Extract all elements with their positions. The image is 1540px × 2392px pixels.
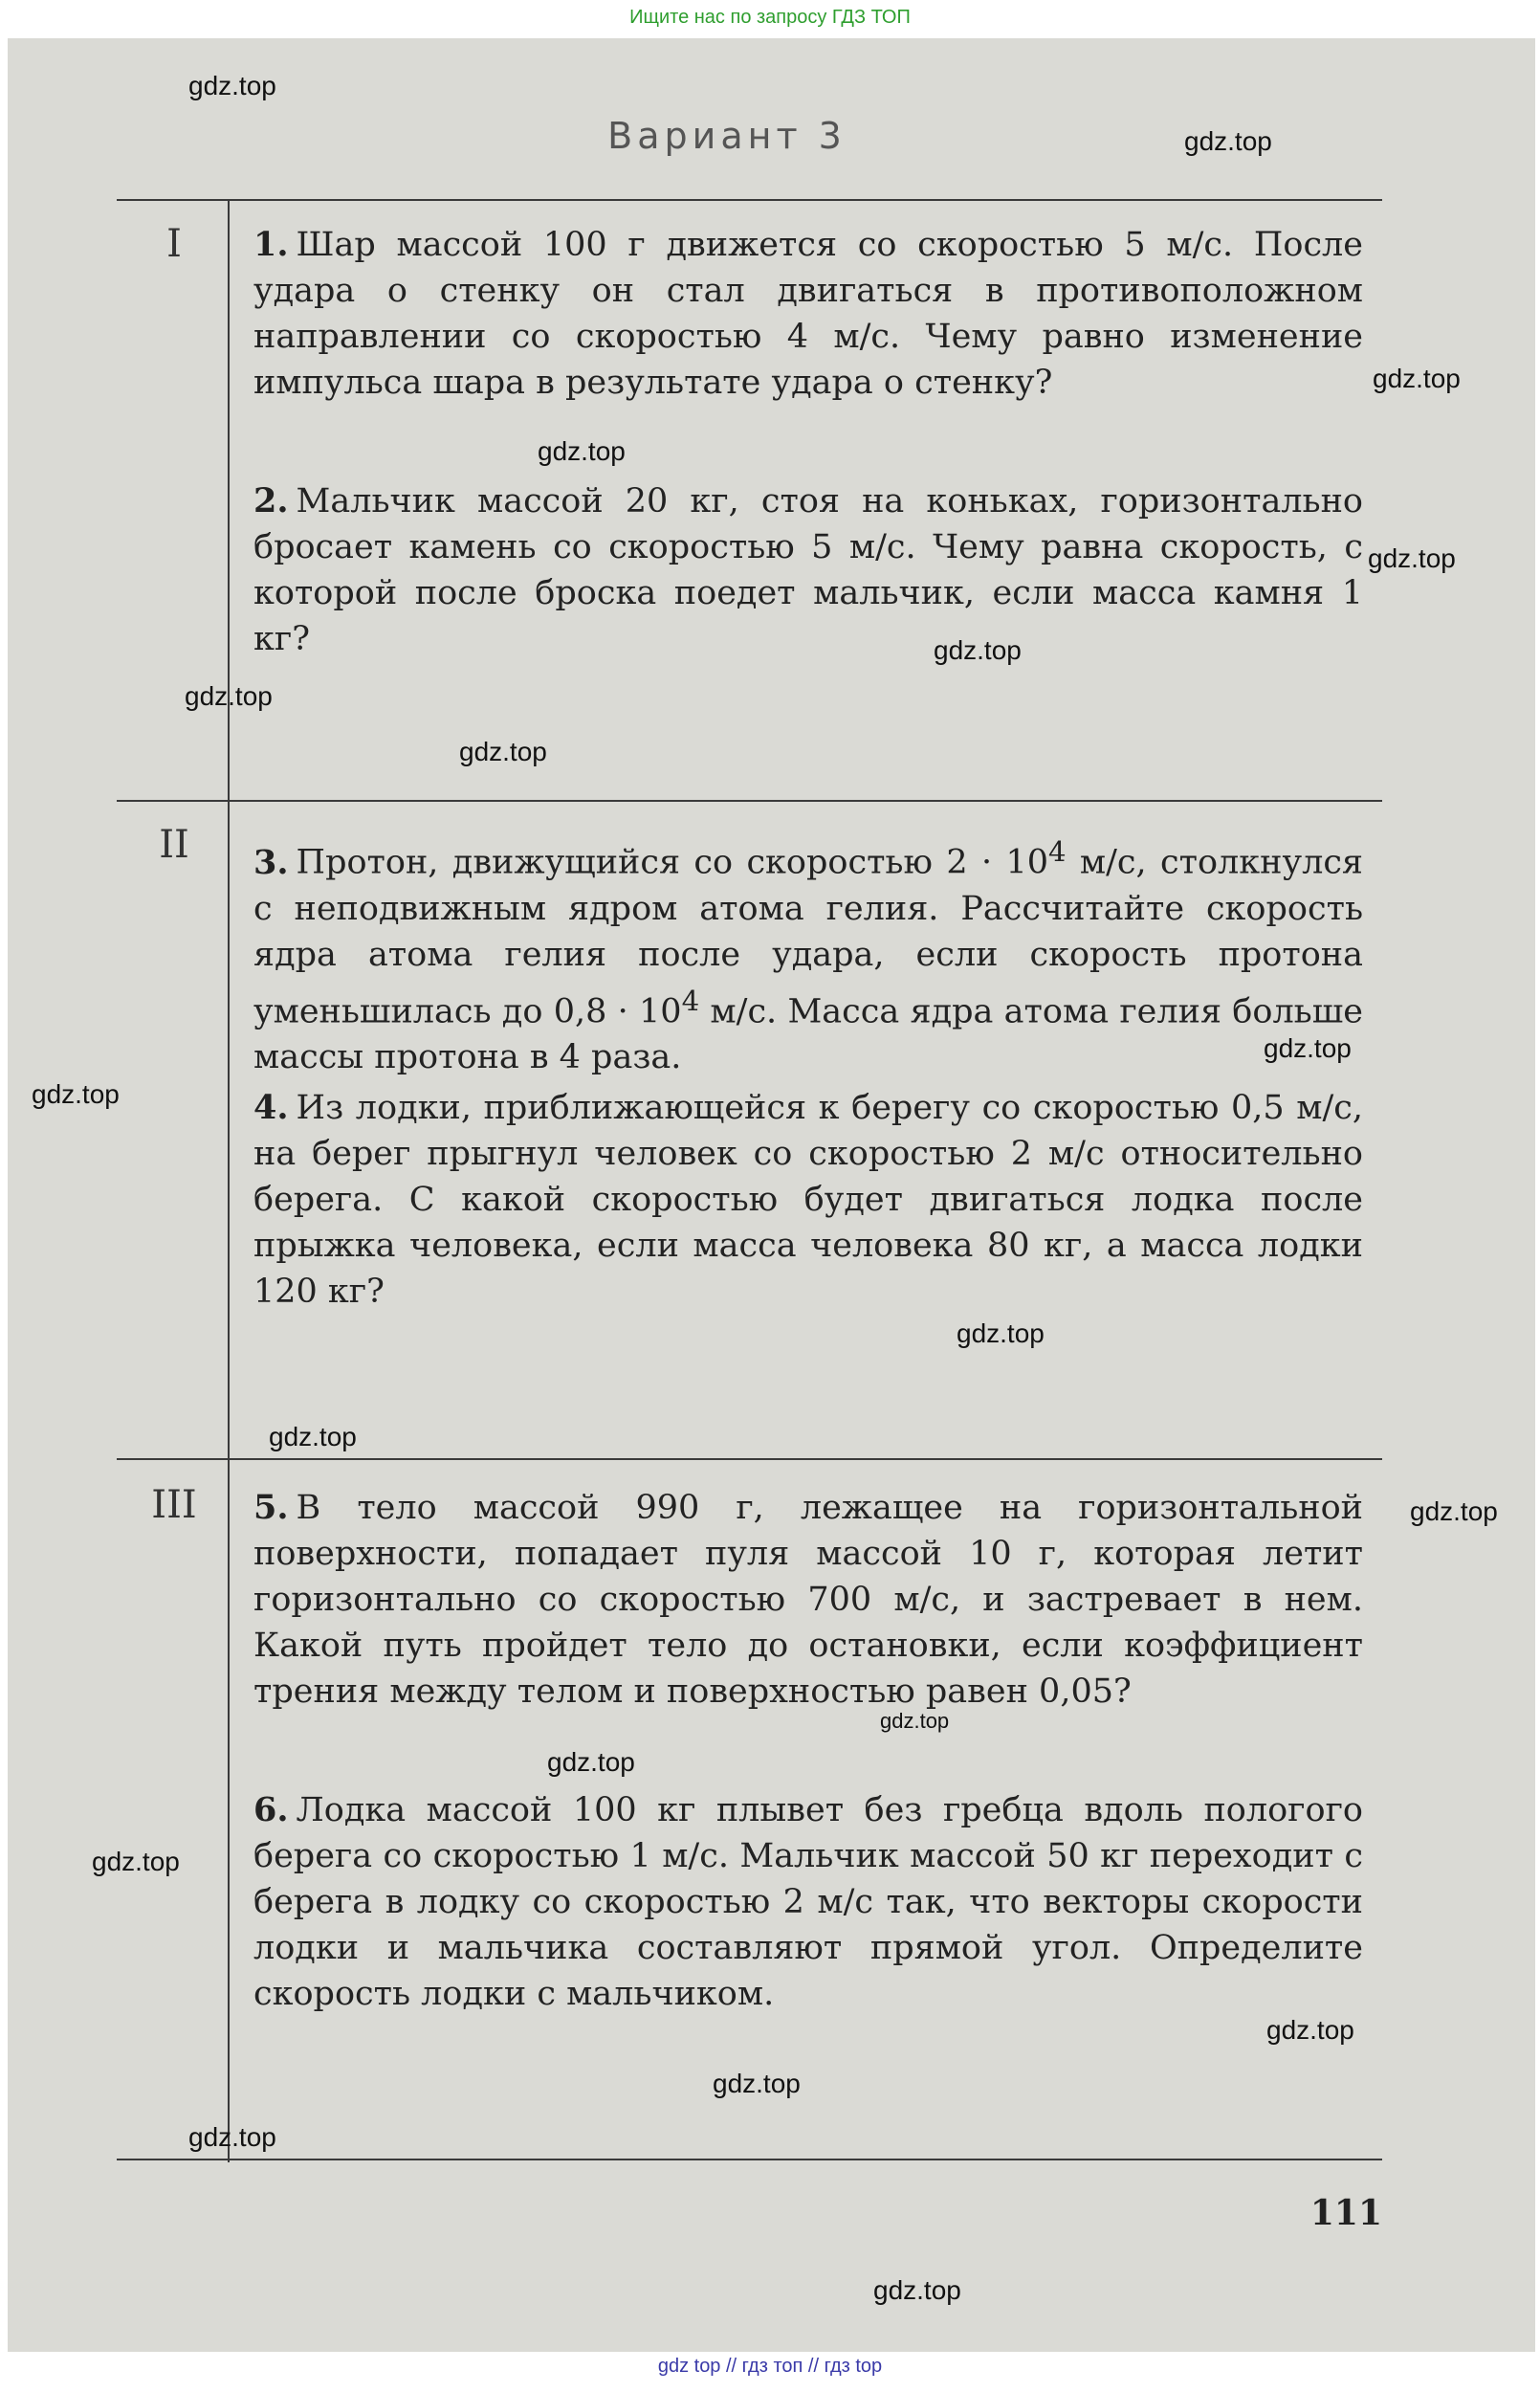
- task-text: Шар массой 100 г движется со скоростью 5 м/с. После удара о стенку он стал двигаться в противоположном направлении со скоростью 4 м/с. Чему равно изменение импульса шара в результате удара о стенку?: [253, 226, 1363, 402]
- watermark: gdz.top: [1373, 364, 1461, 393]
- task-number: 5.: [253, 1488, 289, 1527]
- watermark: gdz.top: [1264, 1033, 1352, 1063]
- task-number: 4.: [253, 1088, 289, 1127]
- watermark: gdz.top: [873, 2275, 961, 2305]
- watermark: gdz.top: [185, 681, 273, 711]
- footer-links[interactable]: gdz top // гдз топ // гдз top: [657, 2356, 883, 2377]
- top-banner[interactable]: Ищите нас по запросу ГДЗ ТОП: [629, 7, 911, 28]
- task-number: 3.: [253, 842, 289, 882]
- watermark: gdz.top: [269, 1422, 357, 1451]
- watermark: gdz.top: [92, 1847, 180, 1876]
- section-label-2: II: [159, 823, 189, 867]
- watermark: gdz.top: [459, 737, 547, 766]
- task-number: 2.: [253, 481, 289, 520]
- watermark: gdz.top: [934, 635, 1022, 665]
- task-number: 6.: [253, 1790, 289, 1829]
- watermark: gdz.top: [538, 436, 626, 466]
- task-6: [253, 1787, 1363, 2017]
- watermark: gdz.top: [188, 71, 276, 100]
- section-label-3: III: [151, 1483, 197, 1527]
- task-2: [253, 478, 1363, 662]
- column-divider: [228, 201, 230, 2162]
- watermark: gdz.top: [1266, 2015, 1354, 2045]
- task-text: В тело массой 990 г, лежащее на горизонтальной поверхности, попадает пуля массой 10 г, которая летит горизонтально со скоростью 700 м/с, и застревает в нем. Какой путь пройдет тело до остановки, если коэффициент трения между телом и поверхностью равен 0,05?: [253, 1489, 1363, 1711]
- exponent: 4: [1047, 835, 1067, 868]
- task-4: [253, 1085, 1363, 1315]
- watermark: gdz.top: [188, 2122, 276, 2152]
- section-divider-1: [117, 800, 1382, 802]
- task-text-part-c: м/с. Масса ядра атома гелия больше массы протона в 4 раза.: [253, 992, 1363, 1077]
- task-5: [253, 1485, 1363, 1715]
- watermark: gdz.top: [880, 1709, 950, 1733]
- watermark: gdz.top: [1410, 1496, 1498, 1526]
- table-bottom-rule: [117, 2159, 1382, 2160]
- section-label-1: I: [166, 222, 182, 266]
- task-text: Мальчик массой 20 кг, стоя на коньках, горизонтально бросает камень со скоростью 5 м/с. Чему равна скорость, с которой после броска поедет мальчик, если масса камня 1 кг?: [253, 482, 1363, 658]
- task-1: [253, 222, 1363, 406]
- page-title: Вариант 3: [607, 115, 847, 157]
- watermark: gdz.top: [713, 2069, 801, 2098]
- watermark: gdz.top: [32, 1079, 120, 1109]
- table-top-rule: [117, 199, 1382, 201]
- task-number: 1.: [253, 225, 289, 264]
- section-divider-2: [117, 1458, 1382, 1460]
- watermark: gdz.top: [1184, 126, 1272, 156]
- watermark: gdz.top: [957, 1318, 1045, 1348]
- page-number: 111: [1309, 2193, 1382, 2233]
- exponent: 4: [681, 984, 700, 1017]
- watermark: gdz.top: [547, 1747, 635, 1777]
- task-text-part-b: м/с, столкнулся с неподвижным ядром атома гелия. Рассчитайте скорость ядра атома гелия после удара, если скорость протона уменьшилась до 0,8 · 10: [253, 843, 1363, 1031]
- watermark: gdz.top: [1368, 543, 1456, 573]
- task-text: Из лодки, приближающейся к берегу со скоростью 0,5 м/с, на берег прыгнул человек со скоростью 2 м/с относительно берега. С какой скоростью будет двигаться лодка после прыжка человека, если масса человека 80 кг, а масса лодки 120 кг?: [253, 1089, 1363, 1311]
- task-text: Лодка массой 100 кг плывет без гребца вдоль пологого берега со скоростью 1 м/с. Мальчик массой 50 кг переходит с берега в лодку со скоростью 2 м/с так, что векторы скорости лодки и мальчика составляют прямой угол. Определите скорость лодки с мальчиком.: [253, 1791, 1363, 2013]
- task-text-part-a: Протон, движущийся со скоростью 2 · 10: [296, 843, 1048, 882]
- task-3: [253, 829, 1363, 1080]
